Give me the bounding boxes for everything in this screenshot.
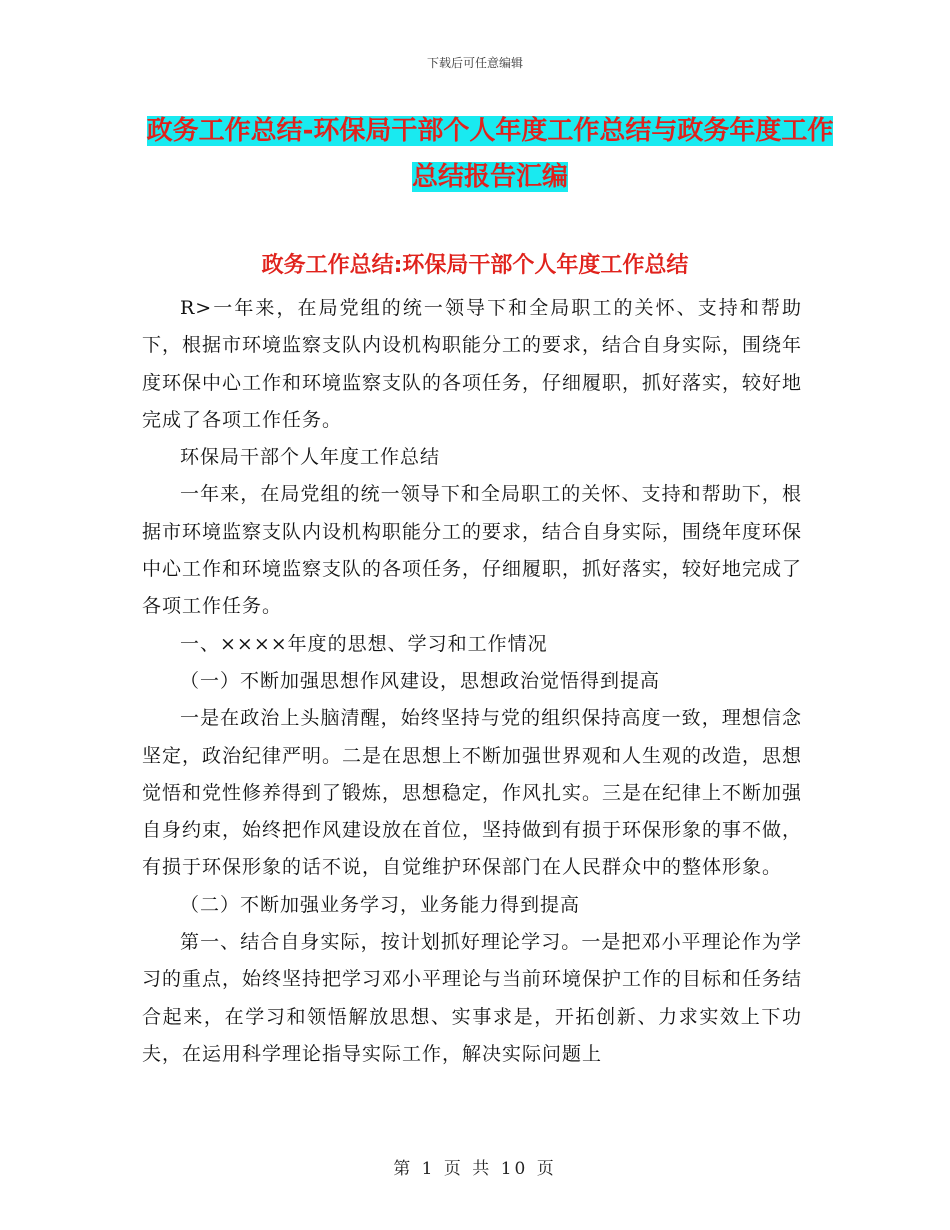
page-footer: 第 1 页 共 10 页: [393, 1159, 557, 1179]
body-paragraph: 一是在政治上头脑清醒，始终坚持与党的组织保持高度一致，理想信念坚定，政治纪律严明。二是在思想上不断加强世界观和人生观的改造，思想觉悟和党性修养得到了锻炼，思想稳定，作风扎实。三是在纪律上不断加强自身约束，始终把作风建设放在首位，坚持做到有损于环保形象的事不做，有损于环保形象的话不说，自觉维护环保部门在人民群众中的整体形象。: [142, 707, 803, 879]
section-title: 政务工作总结:环保局干部个人年度工作总结: [261, 253, 689, 278]
document-body: [142, 290, 802, 1073]
document-title-text: 政务工作总结-环保局干部个人年度工作总结与政务年度工作总结报告汇编: [146, 116, 834, 192]
body-paragraph: 一年来，在局党组的统一领导下和全局职工的关怀、支持和帮助下，根据市环境监察支队内设机构职能分工的要求，结合自身实际，围绕年度环保中心工作和环境监察支队的各项任务，仔细履职，抓好落实，较好地完成了各项工作任务。: [142, 483, 803, 618]
body-paragraph: R>一年来，在局党组的统一领导下和全局职工的关怀、支持和帮助下，根据市环境监察支队内设机构职能分工的要求，结合自身实际，围绕年度环保中心工作和环境监察支队的各项任务，仔细履职，抓好落实，较好地完成了各项工作任务。: [142, 297, 803, 431]
body-paragraph: 环保局干部个人年度工作总结: [180, 446, 441, 469]
body-paragraph: 第一、结合自身实际，按计划抓好理论学习。一是把邓小平理论作为学习的重点，始终坚持把学习邓小平理论与当前环境保护工作的目标和任务结合起来，在学习和领悟解放思想、实事求是，开拓创新、力求实效上下功夫，在运用科学理论指导实际工作，解决实际问题上: [142, 931, 803, 1065]
document-title: [140, 108, 840, 200]
body-paragraph: 一、××××年度的思想、学习和工作情况: [180, 632, 548, 655]
header-note: 下载后可任意编辑: [426, 56, 523, 70]
body-paragraph: （一）不断加强思想作风建设，思想政治觉悟得到提高: [180, 669, 661, 692]
body-paragraph: （二）不断加强业务学习，业务能力得到提高: [180, 893, 581, 916]
